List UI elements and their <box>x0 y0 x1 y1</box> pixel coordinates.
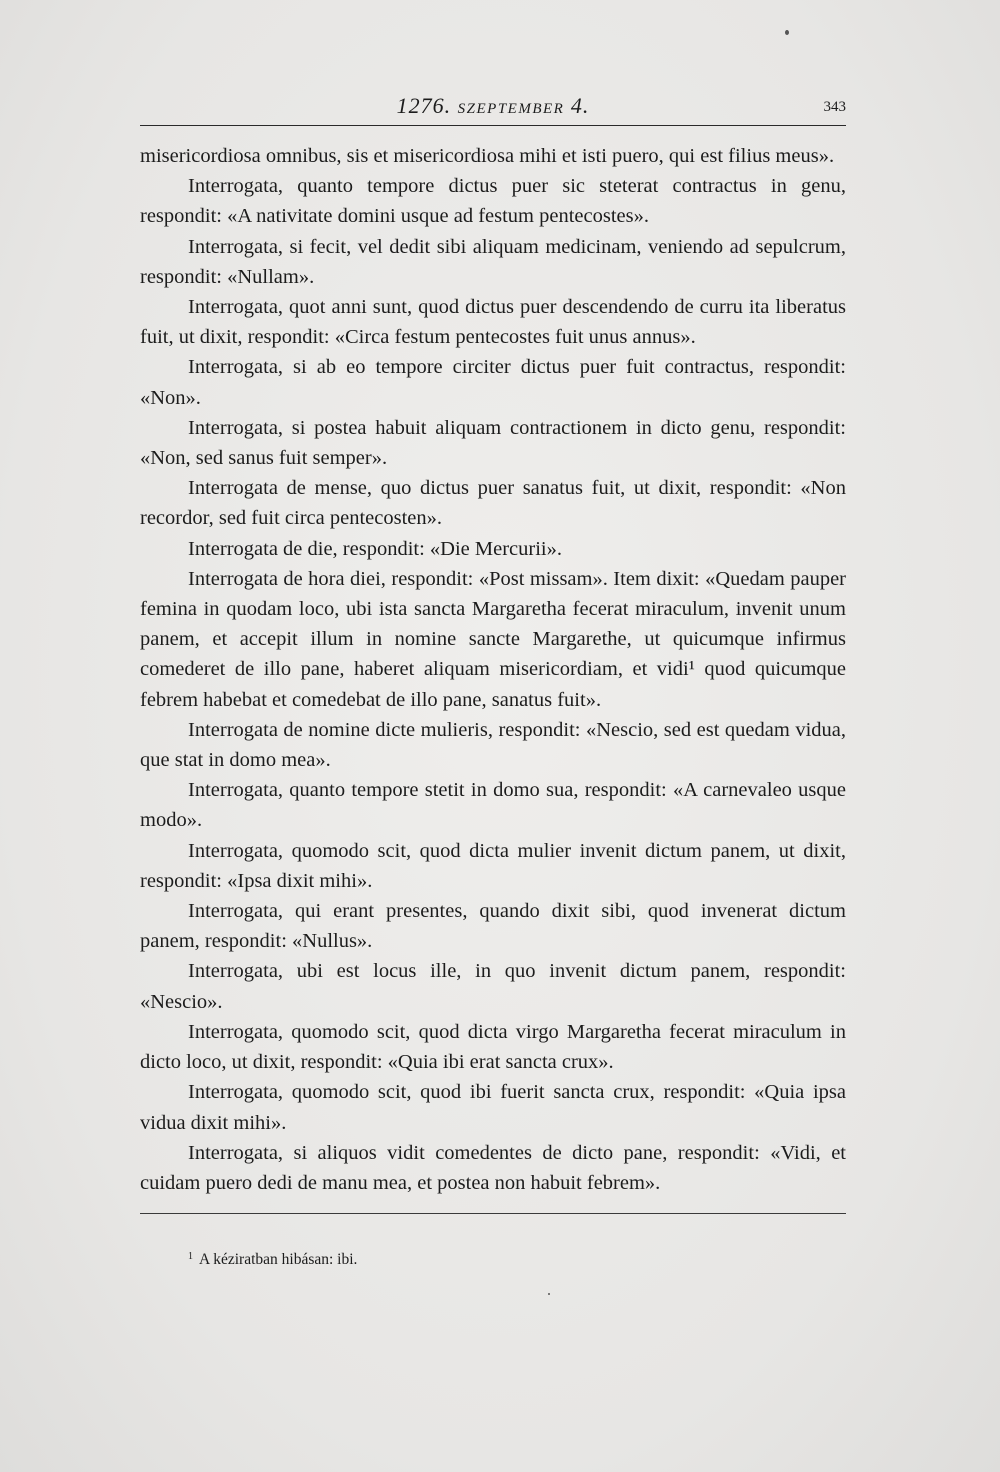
header-day: 4. <box>570 93 590 118</box>
paragraph: Interrogata, quanto tempore stetit in domo sua, respondit: «A carnevaleo usque modo». <box>140 779 846 832</box>
paragraph: Interrogata, quomodo scit, quod dicta mulier invenit dictum panem, ut dixit, respondit: «Ipsa dixit mihi». <box>140 839 846 892</box>
paper-speck <box>548 1293 550 1295</box>
paper-speck <box>785 30 789 35</box>
paragraph: Interrogata de nomine dicte mulieris, respondit: «Nescio, sed est quedam vidua, que stat in domo mea». <box>140 718 846 772</box>
paragraph: Interrogata, quomodo scit, quod ibi fuerit sancta crux, respondit: «Quia ipsa vidua dixit mihi». <box>140 1081 846 1134</box>
header-rule <box>140 125 846 126</box>
body-text <box>140 141 846 1198</box>
running-title <box>140 93 846 119</box>
page-number: 343 <box>823 99 846 115</box>
paragraph: Interrogata de mense, quo dictus puer sanatus fuit, ut dixit, respondit: «Non recordor, sed fuit circa pentecosten». <box>140 477 846 530</box>
footnote-text: A kéziratban hibásan: ibi. <box>199 1251 358 1268</box>
footnote-rule <box>140 1213 846 1214</box>
paragraph: Interrogata, qui erant presentes, quando dixit sibi, quod invenerat dictum panem, respondit: «Nullus». <box>140 900 846 953</box>
paragraph: Interrogata, si postea habuit aliquam contractionem in dicto genu, respondit: «Non, sed sanus fuit semper». <box>140 416 846 470</box>
paragraph: Interrogata, si ab eo tempore circiter dictus puer fuit contractus, respondit: «Non». <box>140 356 846 409</box>
header-month: SZEPTEMBER <box>457 101 565 117</box>
header-year: 1276. <box>396 93 452 118</box>
paragraph: misericordiosa omnibus, sis et misericordiosa mihi et isti puero, qui est filius meus». <box>140 145 835 167</box>
paragraph: Interrogata, quanto tempore dictus puer sic steterat contractus in genu, respondit: «A nativitate domini usque ad festum pentecostes». <box>140 175 846 228</box>
footnote <box>188 1251 357 1269</box>
paragraph: Interrogata de hora diei, respondit: «Post missam». Item dixit: «Quedam pauper femina in quodam loco, ubi ista sancta Margaretha fecerat miraculum, invenit unum panem, et accepit illum in nomine sancte Margarethe, ut quicumque infirmus comederet de illo pane, haberet aliquam misericordiam, et vidi¹ quod quicumque febrem habebat et comedebat de illo pane, sanatus fuit». <box>140 567 846 711</box>
paragraph: Interrogata, quot anni sunt, quod dictus puer descendendo de curru ita liberatus fuit, ut dixit, respondit: «Circa festum pentecostes fuit unus annus». <box>140 296 846 349</box>
page-header <box>140 93 846 123</box>
paragraph: Interrogata, quomodo scit, quod dicta virgo Margaretha fecerat miraculum in dicto loco, ut dixit, respondit: «Quia ibi erat sancta crux». <box>140 1020 846 1074</box>
paragraph: Interrogata, si aliquos vidit comedentes de dicto pane, respondit: «Vidi, et cuidam puero dedi de manu mea, et postea non habuit febrem». <box>140 1141 846 1194</box>
paragraph: Interrogata, ubi est locus ille, in quo invenit dictum panem, respondit: «Nescio». <box>140 960 846 1013</box>
paragraph: Interrogata, si fecit, vel dedit sibi aliquam medicinam, veniendo ad sepulcrum, respondit: «Nullam». <box>140 235 846 288</box>
paragraph: Interrogata de die, respondit: «Die Mercurii». <box>188 537 562 560</box>
footnote-marker: 1 <box>188 1251 193 1262</box>
